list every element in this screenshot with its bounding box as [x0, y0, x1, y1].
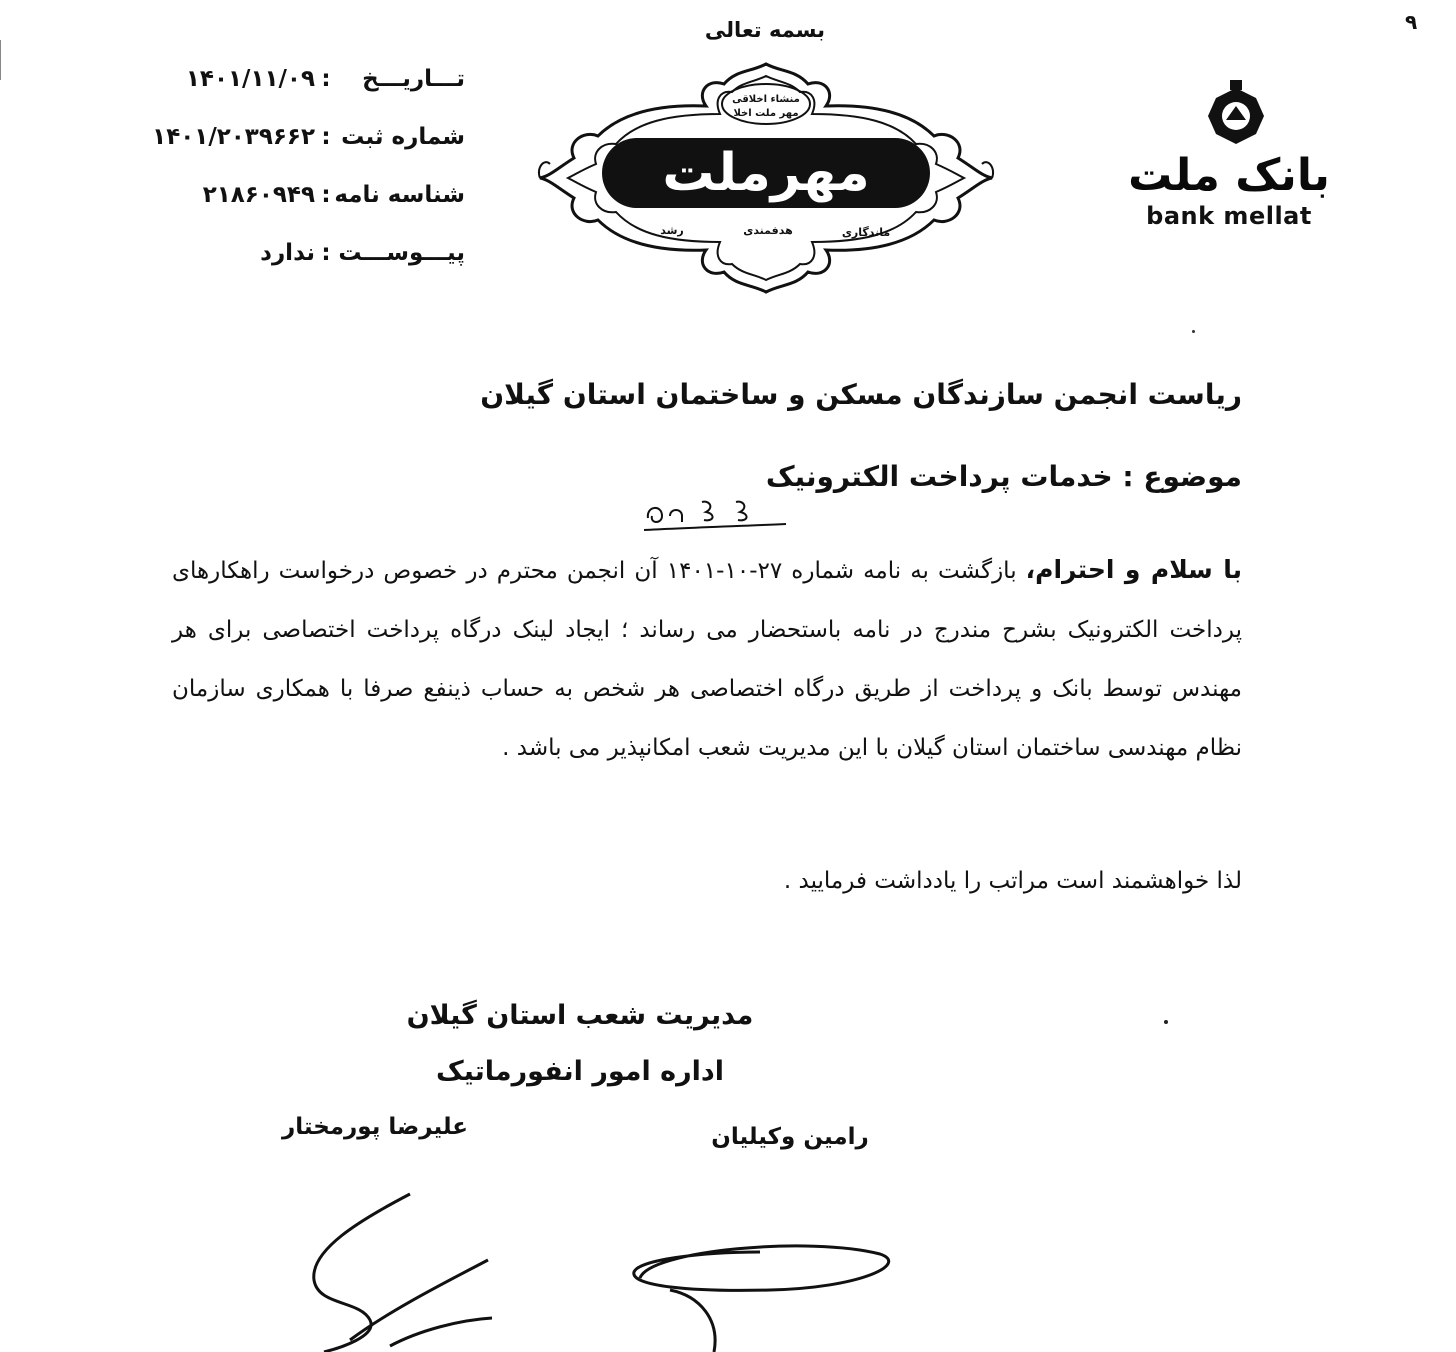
- page-number: ۹: [1405, 10, 1418, 34]
- meta-value-attachment: ندارد: [260, 240, 315, 266]
- letter-subject: موضوع : خدمات پرداخت الکترونیک: [765, 460, 1242, 493]
- meta-value-date: ۱۴۰۱/۱۱/۰۹: [185, 66, 315, 92]
- meta-value-letter-id: ۲۱۸۶۰۹۴۹: [202, 182, 315, 208]
- emblem-value-3: رشد: [660, 224, 684, 237]
- signature-department: مدیریت شعب استان گیلان: [406, 1000, 754, 1031]
- emblem-top-line2: مهر ملت اخلا: [733, 108, 799, 119]
- meta-value-registration: ۱۴۰۱/۲۰۳۹۶۶۲: [152, 124, 315, 150]
- letter-body: [172, 540, 1242, 778]
- signature-office: اداره امور انفورماتیک: [435, 1056, 725, 1087]
- scan-speck: [1164, 1020, 1168, 1024]
- meta-colon: :: [321, 240, 331, 266]
- letter-greeting: با سلام و احترام،: [1025, 555, 1242, 584]
- signer-left-name: علیرضا پورمختار: [281, 1114, 469, 1140]
- meta-label-attachment: پیـــوســـت: [338, 240, 465, 266]
- meta-colon: :: [321, 182, 331, 208]
- meta-label-letter-id: شناسه نامه: [334, 182, 465, 208]
- emblem-value-1: ماندگاری: [841, 226, 891, 239]
- meta-row-attachment: [120, 240, 465, 298]
- mehr-mellat-emblem: [536, 58, 996, 298]
- emblem-title: مهرملت: [662, 143, 870, 203]
- letter-recipient: ریاست انجمن سازندگان مسکن و ساختمان استان گیلان: [480, 378, 1242, 411]
- letter-closing: لذا خواهشمند است مراتب را یادداشت فرمایید .: [783, 868, 1242, 894]
- meta-label-registration: شماره ثبت: [341, 124, 465, 150]
- bank-name-fa: بانک ملت: [1128, 150, 1330, 201]
- meta-row-letter-id: [120, 182, 465, 240]
- besmeh-heading: بسمه تعالی: [704, 18, 826, 42]
- scan-speck: [1192, 330, 1195, 333]
- letter-metadata: [120, 66, 465, 298]
- letter-body-text: بازگشت به نامه شماره ۲۷-۱۰-۱۴۰۱ آن انجمن محترم در خصوص درخواست راهکارهای پرداخت الکترونیک بشرح مندرج در نامه باستحضار می رساند ؛ ایجاد لینک درگاه پرداخت اختصاصی برای هر مهندس توسط بانک و پرداخت از طریق درگاه اختصاصی هر شخص به حساب ذینفع صرفا با همکاری سازمان نظام مهندسی ساختمان استان گیلان با این مدیریت شعب امکانپذیر می باشد .: [172, 558, 1242, 761]
- emblem-top-line1: منشاء اخلاقی: [732, 94, 800, 105]
- meta-colon: :: [321, 124, 331, 150]
- handwritten-annotation: [640, 488, 790, 542]
- emblem-value-2: هدفمندی: [743, 224, 793, 237]
- meta-row-registration: [120, 124, 465, 182]
- signature-left-handwriting: [280, 1180, 520, 1352]
- meta-label-date: تـــاریـــخ: [362, 66, 465, 92]
- scan-edge-mark: [0, 40, 7, 80]
- bank-name-en: bank mellat: [1146, 202, 1312, 230]
- meta-row-date: [120, 66, 465, 124]
- signer-right-name: رامین وکیلیان: [711, 1124, 869, 1150]
- signature-right-handwriting: [610, 1230, 900, 1352]
- meta-colon: :: [321, 66, 331, 92]
